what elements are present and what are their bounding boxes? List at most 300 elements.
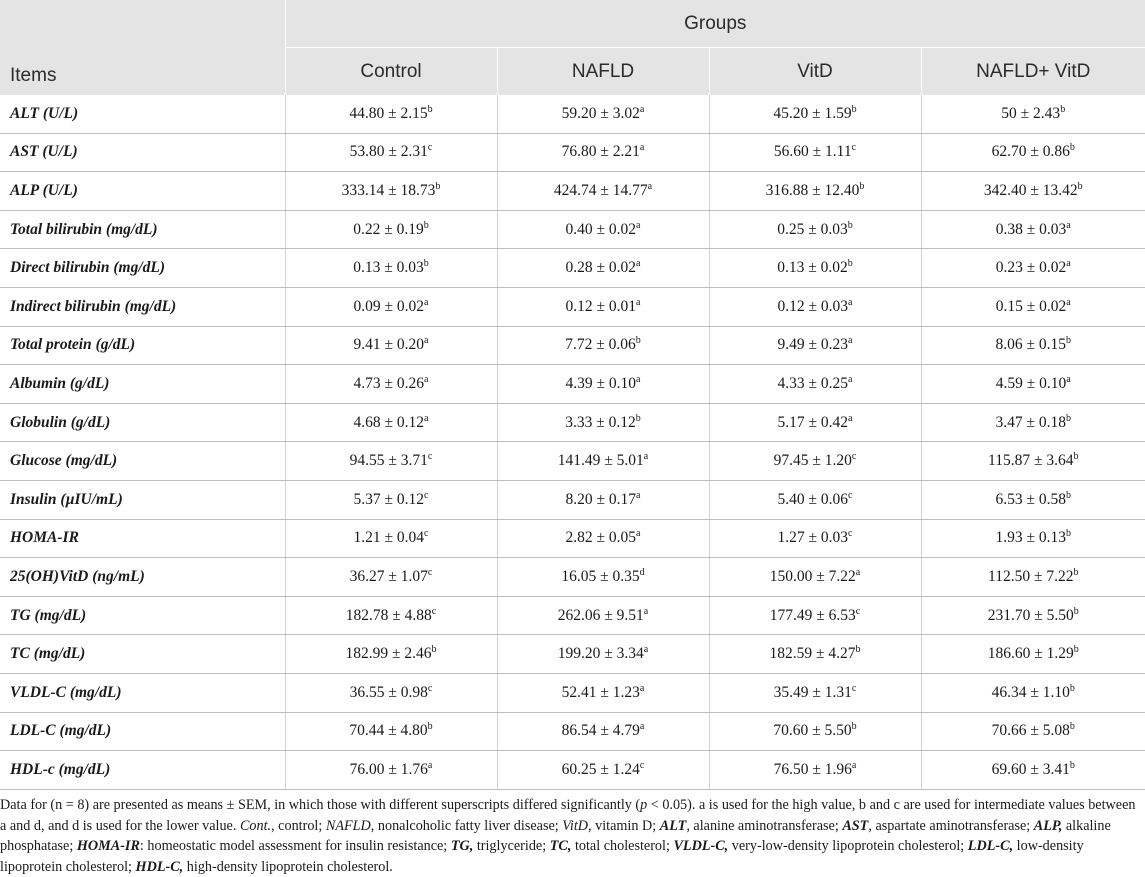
table-cell [285, 326, 497, 365]
table-row [0, 365, 1145, 404]
table-cell [497, 172, 709, 211]
cell-value: 1.93 ± 0.13 [995, 529, 1066, 547]
table-cell [921, 326, 1145, 365]
cell-superscript: a [427, 759, 433, 771]
footnote-segment: LDL-C, [967, 838, 1014, 854]
table-row [0, 133, 1145, 172]
footnote-segment: Cont. [239, 817, 272, 834]
footnote-segment: TG, [450, 838, 474, 854]
table-cell [921, 596, 1145, 635]
row-item-label [0, 326, 285, 365]
cell-value: 59.20 ± 3.02 [561, 104, 640, 122]
table-cell [921, 210, 1145, 249]
table-row [0, 596, 1145, 635]
cell-value: 333.14 ± 18.73 [341, 181, 436, 199]
item-name: HOMA-IR [10, 529, 79, 547]
table-cell [285, 558, 497, 597]
table-cell [497, 287, 709, 326]
cell-superscript: b [1066, 412, 1071, 424]
cell-value: 94.55 ± 3.71 [349, 452, 428, 470]
row-item-label [0, 673, 285, 712]
cell-superscript: b [1069, 142, 1075, 154]
table-cell [921, 442, 1145, 481]
cell-value: 0.28 ± 0.02 [565, 259, 637, 277]
cell-superscript: b [435, 180, 441, 192]
cell-superscript: c [851, 450, 857, 462]
table-cell [709, 403, 921, 442]
footnote-segment: low-density lipoprotein cholesterol; [0, 838, 1084, 875]
cell-value: 56.60 ± 1.11 [773, 143, 852, 161]
column-header-nafld-vitd: NAFLD+ VitD [921, 48, 1145, 96]
cell-superscript: b [635, 335, 641, 347]
cell-superscript: b [847, 258, 853, 270]
cell-superscript: a [643, 605, 649, 617]
cell-value: 70.44 ± 4.80 [349, 722, 428, 740]
footnote-segment: very-low-density lipoprotein cholesterol; [728, 838, 968, 854]
table-cell [497, 442, 709, 481]
cell-value: 36.27 ± 1.07 [349, 567, 428, 585]
cell-value: 0.25 ± 0.03 [777, 220, 848, 238]
footnote-segment: , alanine aminotransferase; [686, 817, 843, 834]
cell-value: 35.49 ± 1.31 [773, 683, 852, 701]
table-cell [709, 712, 921, 751]
items-column-header: Items [0, 0, 285, 95]
cell-value: 1.27 ± 0.03 [777, 529, 849, 547]
table-cell [709, 210, 921, 249]
footnote-segment: HDL-C, [135, 858, 184, 875]
table-row [0, 249, 1145, 288]
item-name: VLDL-C [10, 683, 66, 701]
table-cell [921, 519, 1145, 558]
cell-superscript: a [639, 682, 645, 694]
cell-value: 112.50 ± 7.22 [988, 567, 1074, 585]
row-item-label [0, 751, 285, 790]
cell-value: 115.87 ± 3.64 [988, 452, 1074, 470]
footnote-segment: HOMA-IR [76, 838, 140, 854]
item-unit: (U/L) [42, 181, 78, 199]
cell-superscript: b [1066, 528, 1071, 540]
item-name: Direct bilirubin [10, 259, 110, 277]
row-item-label [0, 712, 285, 751]
item-name: ALT [10, 104, 39, 122]
footnote-segment: , nonalcoholic fatty liver disease; [370, 817, 563, 834]
item-unit: (U/L) [42, 104, 79, 122]
cell-value: 199.20 ± 3.34 [557, 645, 644, 663]
item-name: AST [10, 143, 39, 161]
cell-superscript: b [851, 103, 857, 115]
table-cell [921, 635, 1145, 674]
cell-value: 0.13 ± 0.03 [353, 259, 424, 277]
cell-superscript: b [427, 103, 433, 115]
item-unit: (mg/dL) [113, 259, 166, 277]
table-cell [497, 751, 709, 790]
cell-superscript: b [1069, 759, 1075, 771]
cell-value: 186.60 ± 1.29 [987, 645, 1074, 663]
table-row [0, 210, 1145, 249]
footnote-segment: TC, [549, 838, 572, 854]
cell-value: 5.17 ± 0.42 [777, 413, 849, 431]
cell-superscript: c [639, 759, 645, 771]
cell-superscript: a [848, 412, 853, 424]
item-name: ALP [10, 181, 39, 199]
item-name: TG [10, 606, 31, 624]
cell-value: 141.49 ± 5.01 [557, 452, 644, 470]
table-cell [285, 403, 497, 442]
table-row [0, 442, 1145, 481]
footnote-segment: AST [842, 817, 869, 834]
table-row [0, 403, 1145, 442]
table-cell [497, 326, 709, 365]
table-cell [709, 172, 921, 211]
cell-superscript: a [848, 335, 853, 347]
table-row [0, 480, 1145, 519]
table-cell [285, 673, 497, 712]
cell-value: 76.50 ± 1.96 [773, 760, 852, 778]
cell-superscript: c [848, 489, 853, 501]
cell-value: 0.40 ± 0.02 [565, 220, 637, 238]
table-cell [921, 249, 1145, 288]
item-name: Glucose [10, 452, 62, 470]
cell-value: 46.34 ± 1.10 [991, 683, 1070, 701]
table-cell [285, 596, 497, 635]
cell-value: 45.20 ± 1.59 [773, 104, 852, 122]
footnote-segment: VitD [562, 817, 589, 834]
footnote-segment: high-density lipoprotein cholesterol. [183, 858, 393, 875]
cell-superscript: c [851, 682, 857, 694]
cell-superscript: d [639, 566, 645, 578]
cell-superscript: a [636, 489, 641, 501]
cell-value: 0.38 ± 0.03 [995, 220, 1067, 238]
footnote-segment: alkaline phosphatase; [0, 817, 1111, 854]
cell-superscript: b [427, 721, 433, 733]
cell-superscript: c [427, 682, 433, 694]
item-name: Total protein [10, 336, 92, 354]
table-cell [709, 596, 921, 635]
table-cell [497, 596, 709, 635]
cell-superscript: a [639, 142, 645, 154]
cell-value: 1.21 ± 0.04 [353, 529, 425, 547]
cell-value: 76.00 ± 1.76 [349, 760, 428, 778]
table-cell [285, 287, 497, 326]
table-cell [921, 673, 1145, 712]
cell-superscript: a [636, 296, 641, 308]
groups-header: Groups [285, 0, 1145, 48]
table-cell [285, 751, 497, 790]
footnote-segment: total cholesterol; [571, 838, 674, 854]
cell-superscript: a [643, 450, 649, 462]
cell-value: 182.78 ± 4.88 [345, 606, 432, 624]
cell-value: 76.80 ± 2.21 [561, 143, 640, 161]
table-cell [921, 172, 1145, 211]
table-row [0, 519, 1145, 558]
item-unit: (U/L) [42, 143, 78, 161]
table-cell [709, 673, 921, 712]
table-cell [497, 519, 709, 558]
table-cell [497, 95, 709, 133]
table-cell [497, 635, 709, 674]
cell-superscript: a [636, 528, 641, 540]
row-item-label [0, 635, 285, 674]
cell-superscript: a [636, 258, 641, 270]
cell-superscript: b [1066, 335, 1071, 347]
item-unit: (mg/dL) [33, 645, 86, 663]
cell-superscript: a [639, 721, 645, 733]
table-cell [497, 365, 709, 404]
footnote-segment: Data for (n = 8) are presented as means ± SEM, in which those with different superscripts differed significantly ( [0, 797, 641, 813]
item-unit: (g/dL) [70, 413, 111, 431]
cell-superscript: c [427, 450, 433, 462]
cell-superscript: a [851, 759, 857, 771]
table-cell [921, 365, 1145, 404]
cell-value: 262.06 ± 9.51 [557, 606, 644, 624]
table-cell [709, 751, 921, 790]
table-cell [921, 95, 1145, 133]
cell-value: 2.82 ± 0.05 [565, 529, 637, 547]
cell-superscript: a [636, 373, 641, 385]
cell-value: 44.80 ± 2.15 [349, 104, 428, 122]
cell-value: 8.06 ± 0.15 [995, 336, 1066, 354]
table-cell [285, 133, 497, 172]
item-name: HDL-c [10, 760, 55, 778]
table-cell [497, 249, 709, 288]
cell-superscript: b [1073, 643, 1079, 655]
cell-value: 50 ± 2.43 [1001, 104, 1061, 122]
footnote-segment: , vitamin D; [588, 817, 660, 834]
row-item-label [0, 95, 285, 133]
table-row [0, 558, 1145, 597]
cell-value: 0.23 ± 0.02 [995, 259, 1067, 277]
cell-value: 4.59 ± 0.10 [995, 374, 1067, 392]
table-cell [285, 172, 497, 211]
cell-value: 0.15 ± 0.02 [995, 297, 1067, 315]
cell-value: 5.37 ± 0.12 [353, 490, 425, 508]
item-unit: (mg/dL) [34, 606, 87, 624]
cell-superscript: b [855, 643, 861, 655]
item-name: Globulin [10, 413, 67, 431]
cell-superscript: a [643, 643, 649, 655]
row-item-label [0, 596, 285, 635]
table-row [0, 751, 1145, 790]
cell-superscript: a [1066, 373, 1071, 385]
cell-value: 36.55 ± 0.98 [349, 683, 428, 701]
table-row [0, 673, 1145, 712]
table-cell [921, 480, 1145, 519]
cell-value: 8.20 ± 0.17 [565, 490, 637, 508]
table-cell [497, 210, 709, 249]
cell-superscript: c [424, 489, 429, 501]
item-unit: (ng/mL) [92, 567, 145, 585]
cell-value: 231.70 ± 5.50 [987, 606, 1074, 624]
row-item-label [0, 403, 285, 442]
item-unit: (mg/dL) [59, 722, 112, 740]
cell-value: 60.25 ± 1.24 [561, 760, 640, 778]
item-name: Total bilirubin [10, 220, 103, 238]
table-cell [709, 287, 921, 326]
table-row [0, 326, 1145, 365]
item-unit: (mg/dL) [105, 220, 158, 238]
cell-superscript: c [427, 142, 433, 154]
cell-superscript: a [424, 373, 429, 385]
cell-value: 52.41 ± 1.23 [561, 683, 640, 701]
table-cell [709, 365, 921, 404]
cell-value: 4.33 ± 0.25 [777, 374, 849, 392]
row-item-label [0, 519, 285, 558]
cell-superscript: a [424, 412, 429, 424]
table-header [0, 0, 1145, 95]
table-cell [921, 287, 1145, 326]
cell-value: 316.88 ± 12.40 [765, 181, 860, 199]
table-cell [709, 326, 921, 365]
cell-value: 5.40 ± 0.06 [777, 490, 849, 508]
cell-superscript: a [424, 335, 429, 347]
table-footnote [0, 795, 1140, 877]
cell-value: 86.54 ± 4.79 [561, 722, 640, 740]
cell-value: 70.66 ± 5.08 [991, 722, 1070, 740]
row-item-label [0, 480, 285, 519]
table-row [0, 95, 1145, 133]
cell-superscript: c [424, 528, 429, 540]
table-cell [497, 403, 709, 442]
table-cell [709, 133, 921, 172]
cell-superscript: a [848, 373, 853, 385]
table-cell [709, 480, 921, 519]
cell-superscript: b [1069, 721, 1075, 733]
cell-value: 3.33 ± 0.12 [565, 413, 636, 431]
cell-superscript: b [423, 219, 429, 231]
row-item-label [0, 133, 285, 172]
cell-superscript: a [636, 219, 641, 231]
cell-superscript: a [647, 180, 653, 192]
row-item-label [0, 172, 285, 211]
footnote-segment: VLDL-C, [673, 838, 729, 854]
item-name: TC [10, 645, 30, 663]
table-cell [709, 519, 921, 558]
item-unit: (mg/dL) [58, 760, 111, 778]
column-header-vitd: VitD [709, 48, 921, 96]
cell-value: 0.13 ± 0.02 [777, 259, 848, 277]
cell-superscript: b [1073, 566, 1079, 578]
table-cell [497, 558, 709, 597]
table-cell [285, 519, 497, 558]
table-cell [285, 365, 497, 404]
item-unit: (mg/dL) [124, 297, 177, 315]
row-item-label [0, 287, 285, 326]
cell-superscript: b [859, 180, 865, 192]
item-name: Insulin [10, 490, 57, 508]
table-cell [285, 712, 497, 751]
table-cell [285, 95, 497, 133]
cell-value: 9.41 ± 0.20 [353, 336, 425, 354]
table-row [0, 287, 1145, 326]
row-item-label [0, 365, 285, 404]
row-item-label [0, 210, 285, 249]
cell-value: 0.22 ± 0.19 [353, 220, 424, 238]
item-unit: (g/dL) [95, 336, 136, 354]
cell-value: 0.12 ± 0.01 [565, 297, 637, 315]
cell-value: 70.60 ± 5.50 [773, 722, 852, 740]
table-row [0, 712, 1145, 751]
table-cell [709, 95, 921, 133]
cell-superscript: b [1073, 605, 1079, 617]
cell-superscript: a [1066, 296, 1071, 308]
cell-value: 4.68 ± 0.12 [353, 413, 425, 431]
cell-value: 182.99 ± 2.46 [345, 645, 432, 663]
cell-superscript: b [847, 219, 853, 231]
table-cell [709, 249, 921, 288]
cell-superscript: b [1066, 489, 1071, 501]
cell-value: 182.59 ± 4.27 [769, 645, 856, 663]
cell-value: 0.12 ± 0.03 [777, 297, 849, 315]
cell-superscript: b [851, 721, 857, 733]
cell-superscript: a [424, 296, 429, 308]
row-item-label [0, 558, 285, 597]
cell-value: 16.05 ± 0.35 [561, 567, 640, 585]
table-cell [709, 635, 921, 674]
cell-superscript: a [639, 103, 645, 115]
item-name: Indirect bilirubin [10, 297, 121, 315]
cell-value: 424.74 ± 14.77 [553, 181, 648, 199]
item-name: 25(OH)VitD [10, 567, 89, 585]
cell-superscript: c [848, 528, 853, 540]
item-unit: (µIU/mL) [60, 490, 123, 508]
footnote-segment: , aspartate aminotransferase; [868, 817, 1034, 834]
cell-superscript: b [1069, 682, 1075, 694]
cell-superscript: b [431, 643, 437, 655]
row-item-label [0, 442, 285, 481]
cell-superscript: a [855, 566, 861, 578]
footnote-segment: < 0.05). a is used for the high value, b and c are used for intermediate values between a and d, and d is used for the lower value. [0, 797, 1136, 834]
cell-superscript: a [1066, 219, 1071, 231]
cell-value: 7.72 ± 0.06 [565, 336, 636, 354]
table-cell [921, 712, 1145, 751]
cell-superscript: b [635, 412, 641, 424]
table-cell [285, 210, 497, 249]
item-unit: (g/dL) [69, 374, 110, 392]
footnote-segment: ALP, [1033, 817, 1063, 834]
cell-value: 69.60 ± 3.41 [991, 760, 1070, 778]
table-cell [285, 635, 497, 674]
footnote-segment: NAFLD [325, 817, 371, 834]
cell-value: 9.49 ± 0.23 [777, 336, 849, 354]
column-header-control: Control [285, 48, 497, 96]
table-body [0, 95, 1145, 789]
item-unit: (mg/dL) [65, 452, 118, 470]
table-row [0, 635, 1145, 674]
cell-value: 0.09 ± 0.02 [353, 297, 425, 315]
table-cell [285, 249, 497, 288]
table-cell [497, 480, 709, 519]
row-item-label [0, 249, 285, 288]
cell-superscript: b [1073, 450, 1079, 462]
cell-superscript: c [855, 605, 861, 617]
table-cell [921, 403, 1145, 442]
footnote-segment: ALT [659, 817, 687, 834]
column-header-nafld: NAFLD [497, 48, 709, 96]
cell-value: 62.70 ± 0.86 [991, 143, 1070, 161]
cell-superscript: a [848, 296, 853, 308]
cell-superscript: c [851, 142, 857, 154]
footnote-segment: : homeostatic model assessment for insulin resistance; [139, 838, 451, 854]
cell-superscript: a [1066, 258, 1071, 270]
cell-value: 342.40 ± 13.42 [983, 181, 1078, 199]
footnote-segment: , control; [271, 817, 326, 834]
table-cell [921, 558, 1145, 597]
cell-superscript: b [1060, 103, 1066, 115]
cell-superscript: c [431, 605, 437, 617]
table-cell [285, 442, 497, 481]
table-row [0, 172, 1145, 211]
table-cell [497, 712, 709, 751]
